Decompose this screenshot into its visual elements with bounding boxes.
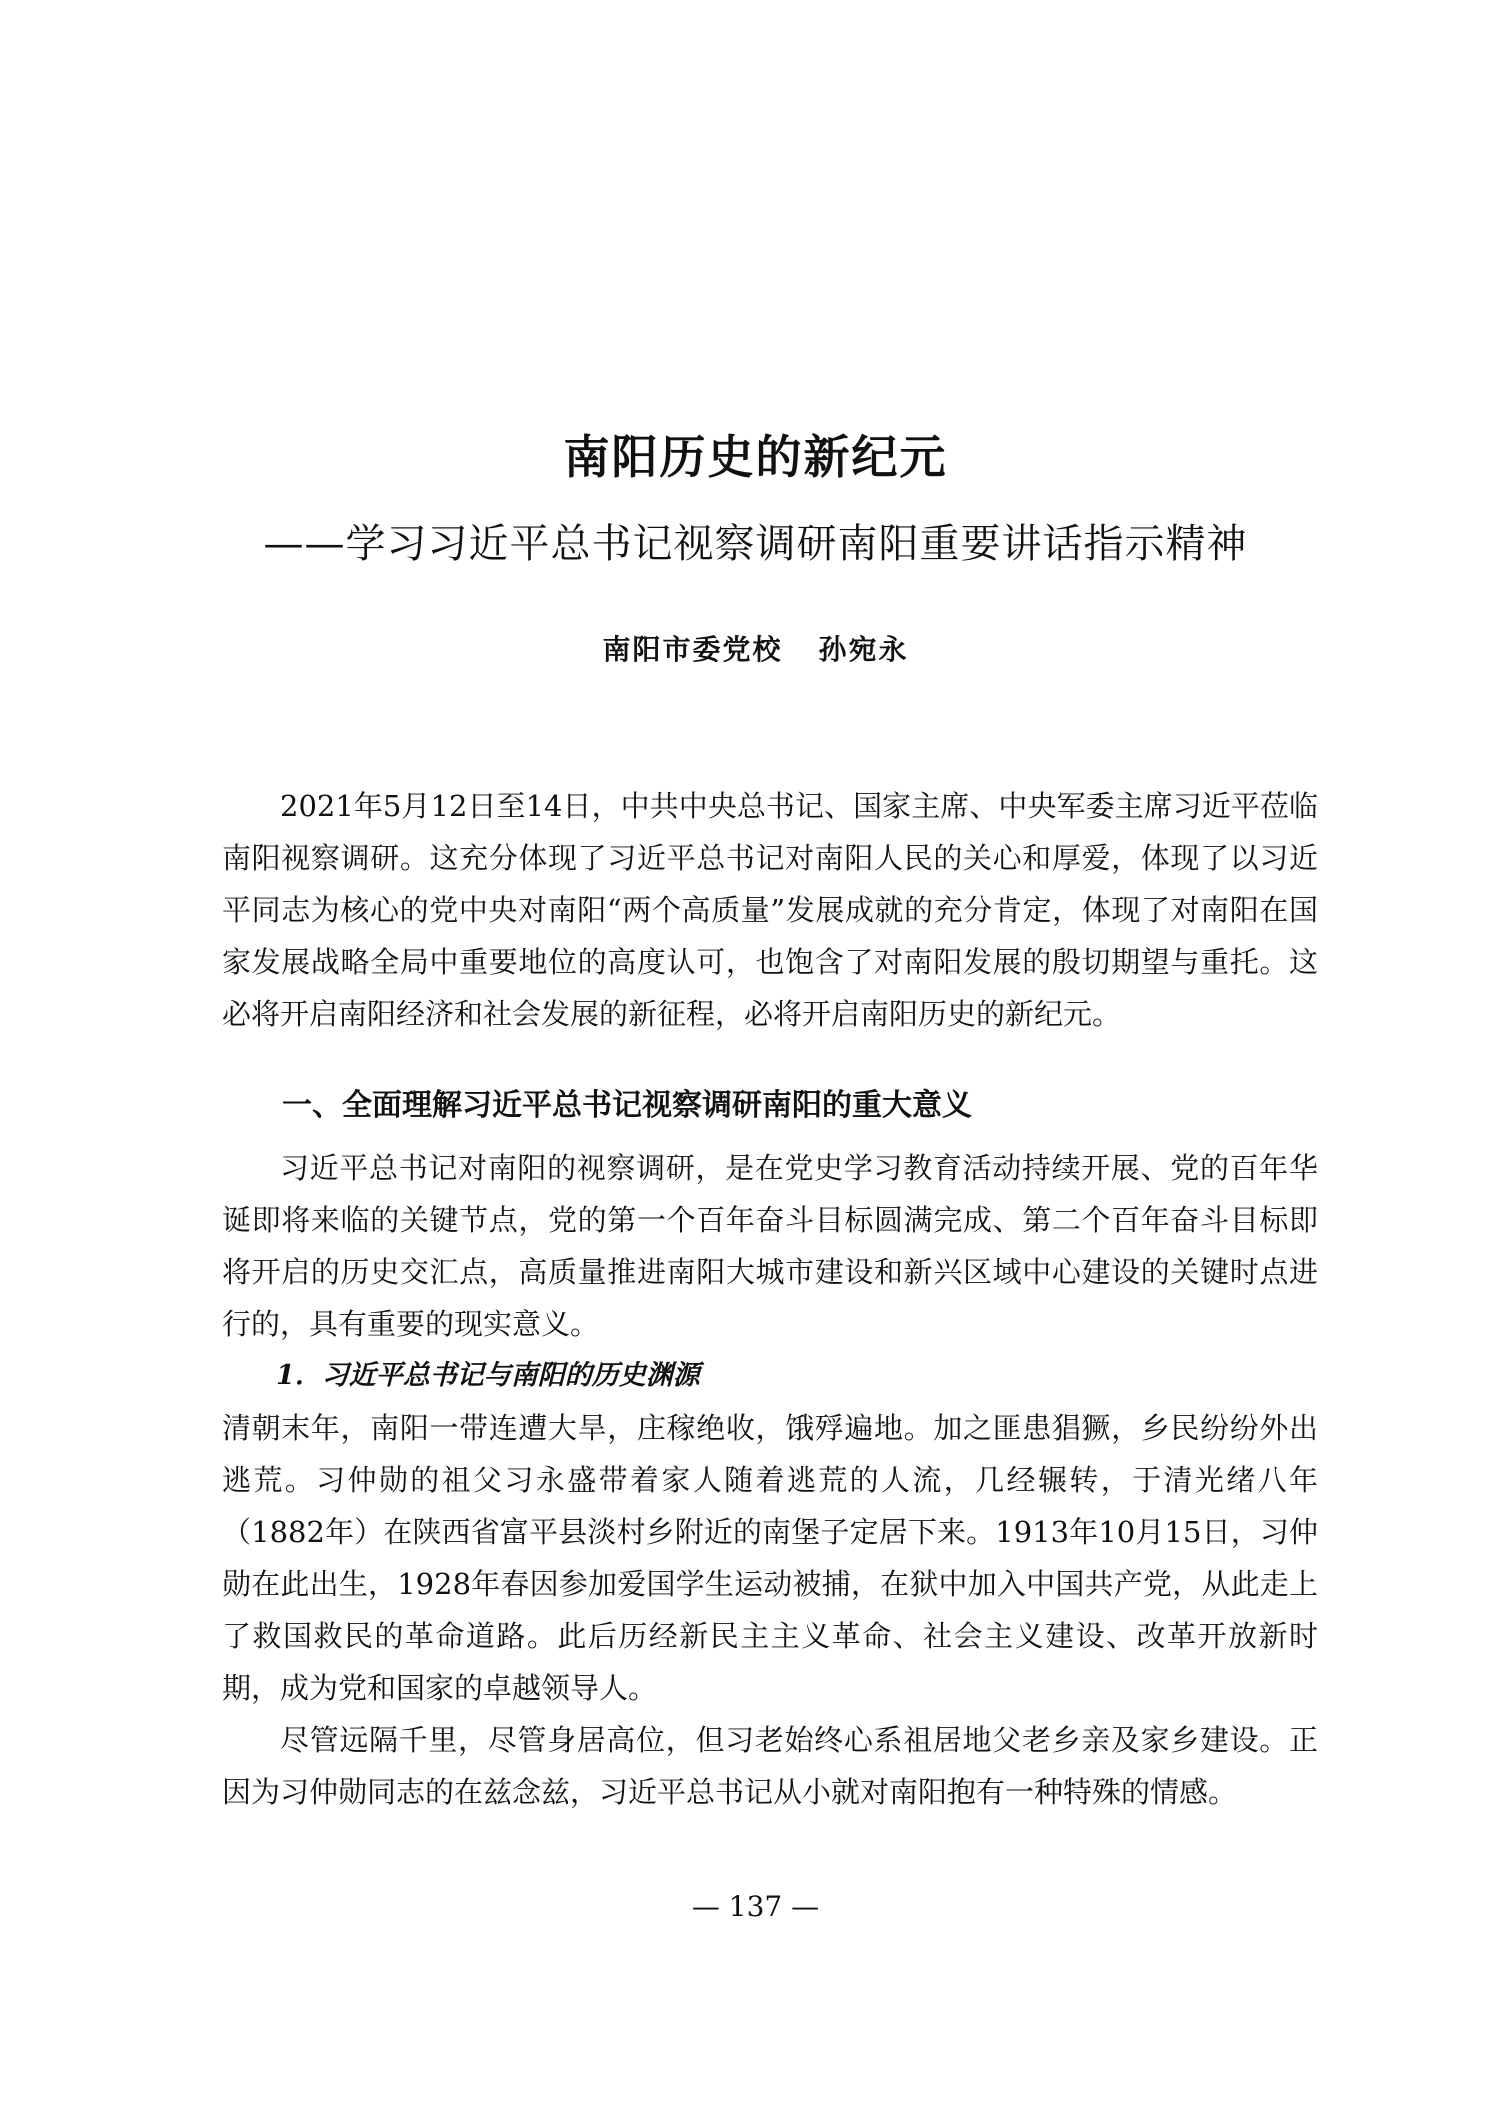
subsection-heading-1: 1．习近平总书记与南阳的历史渊源	[276, 1360, 700, 1391]
author-line	[0, 628, 1511, 668]
page-number: — 137 —	[691, 1890, 820, 1923]
subsection-1-paragraph-1: 清朝末年，南阳一带连遭大旱，庄稼绝收，饿殍遍地。加之匪患猖獗，乡民纷纷外出逃荒。习仲勋的祖父习永盛带着家人随着逃荒的人流，几经辗转，于清光绪八年（1882年）在陕西省富平县淡村乡附近的南堡子定居下来。1913年10月15日，习仲勋在此出生，1928年春因参加爱国学生运动被捕，在狱中加入中国共产党，从此走上了救国救民的革命道路。此后历经新民主主义革命、社会主义建设、改革开放新时期，成为党和国家的卓越领导人。	[222, 1411, 1318, 1705]
author-affiliation: 南阳市委党校	[602, 633, 783, 666]
intro-paragraph: 2021年5月12日至14日，中共中央总书记、国家主席、中央军委主席习近平莅临南阳视察调研。这充分体现了习近平总书记对南阳人民的关心和厚爱，体现了以习近平同志为核心的党中央对南阳“两个高质量”发展成就的充分肯定，体现了对南阳在国家发展战略全局中重要地位的高度认可，也饱含了对南阳发展的殷切期望与重托。这必将开启南阳经济和社会发展的新征程，必将开启南阳历史的新纪元。	[222, 789, 1318, 1031]
article-body	[222, 780, 1318, 1818]
subsection-1-paragraph-2: 尽管远隔千里，尽管身居高位，但习老始终心系祖居地父老乡亲及家乡建设。正因为习仲勋同志的在兹念兹，习近平总书记从小就对南阳抱有一种特殊的情感。	[222, 1723, 1318, 1809]
article-subtitle: ——学习习近平总书记视察调研南阳重要讲话指示精神	[263, 521, 1248, 567]
section-heading-1: 一、全面理解习近平总书记视察调研南阳的重大意义	[282, 1088, 972, 1123]
author-name: 孙宛永	[818, 633, 909, 666]
article-title: 南阳历史的新纪元	[563, 430, 948, 484]
section-1-paragraph: 习近平总书记对南阳的视察调研，是在党史学习教育活动持续开展、党的百年华诞即将来临的关键节点，党的第一个百年奋斗目标圆满完成、第二个百年奋斗目标即将开启的历史交汇点，高质量推进南阳大城市建设和新兴区域中心建设的关键时点进行的，具有重要的现实意义。	[222, 1151, 1318, 1341]
